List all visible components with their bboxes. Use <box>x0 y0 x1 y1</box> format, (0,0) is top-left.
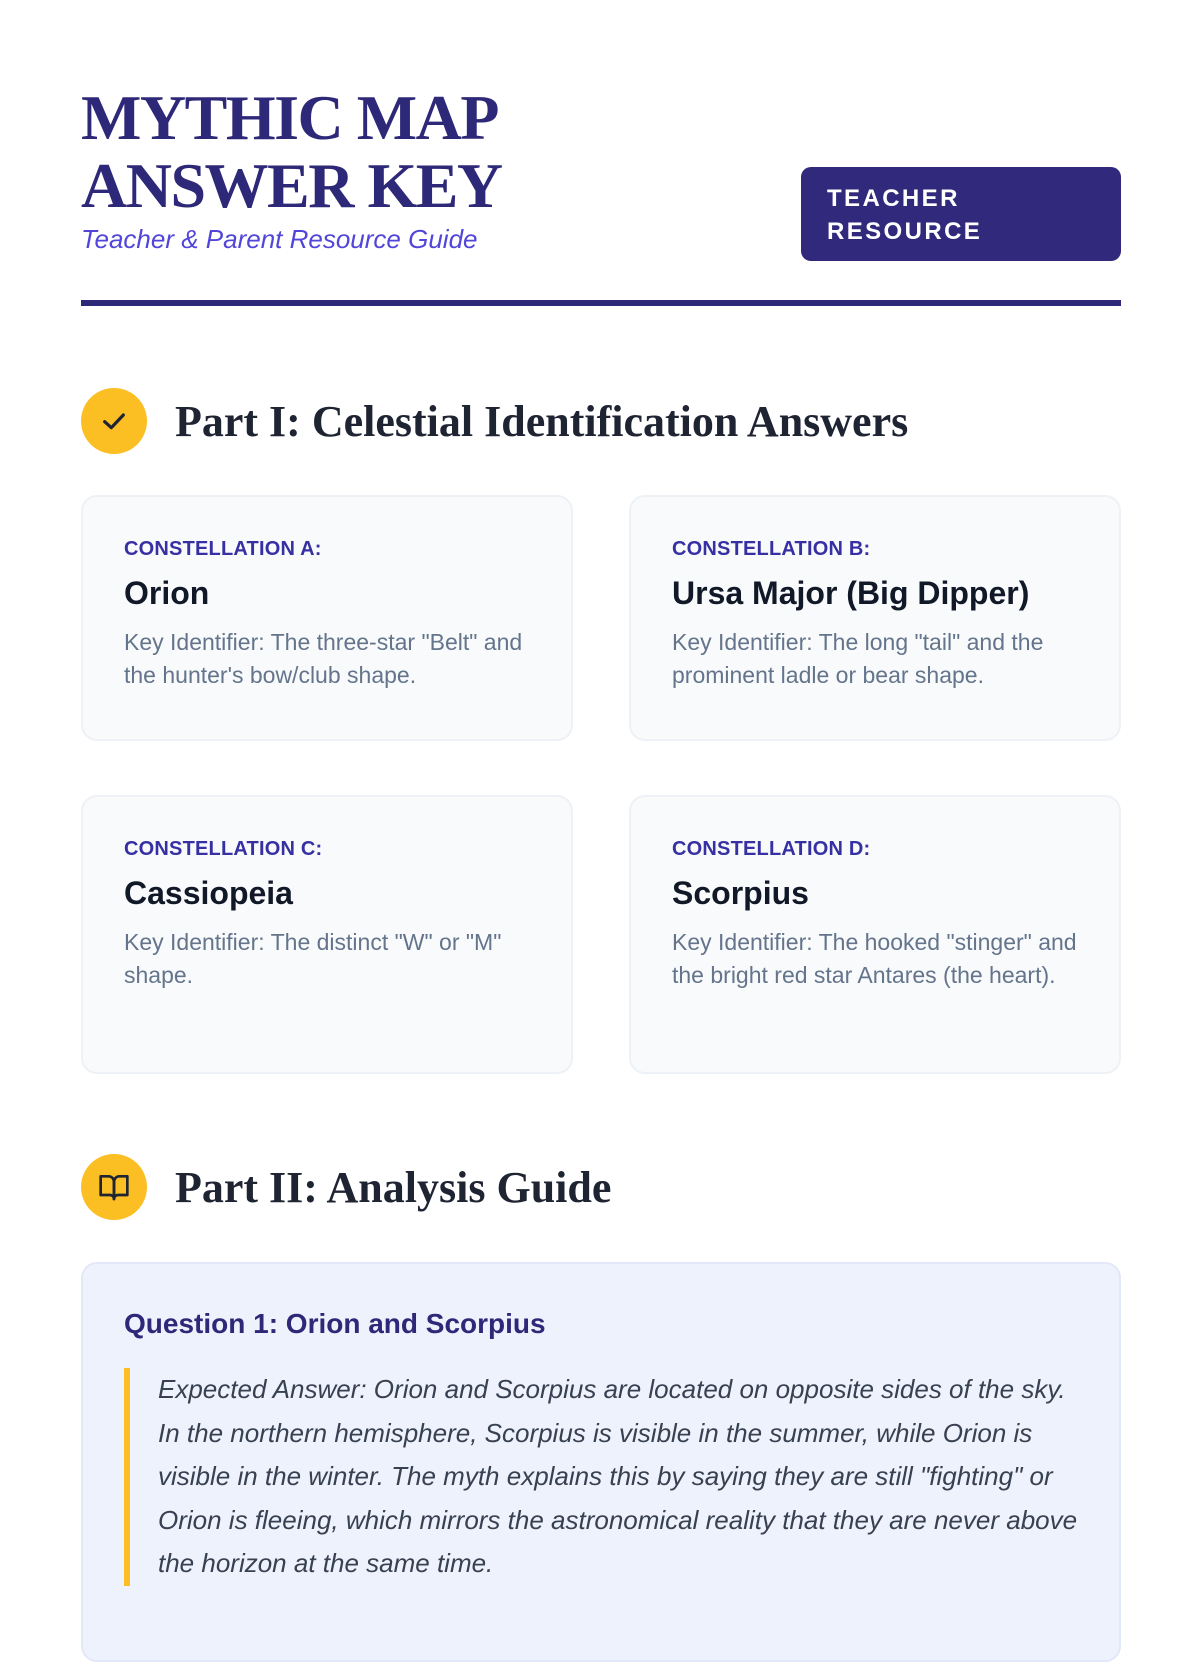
constellation-name: Scorpius <box>672 875 809 911</box>
page-title: MYTHIC MAP ANSWER KEY <box>81 82 502 221</box>
book-open-icon <box>81 1154 147 1220</box>
constellation-label: CONSTELLATION C: <box>124 838 323 860</box>
analysis-question-panel <box>81 1262 1121 1662</box>
constellation-label: CONSTELLATION A: <box>124 538 322 560</box>
teacher-resource-badge: TEACHER RESOURCE <box>801 167 1121 261</box>
section-heading-part-2 <box>81 1154 1121 1222</box>
check-icon <box>81 388 147 454</box>
constellation-card-d <box>629 795 1121 1074</box>
section-title-part-1: Part I: Celestial Identification Answers <box>175 397 909 446</box>
constellation-name: Ursa Major (Big Dipper) <box>672 575 1030 611</box>
section-title-part-2: Part II: Analysis Guide <box>175 1163 612 1212</box>
expected-answer: Expected Answer: Orion and Scorpius are located on opposite sides of the sky. In the northern hemisphere, Scorpius is visible in the summer, while Orion is visible in the winter. The myth explains this by saying they are still "fighting" or Orion is fleeing, which mirrors the astronomical reality that they are never above the horizon at the same time. <box>124 1368 1078 1586</box>
constellation-label: CONSTELLATION D: <box>672 838 871 860</box>
key-identifier: Key Identifier: The hooked "stinger" and the bright red star Antares (the heart). <box>672 929 1077 988</box>
constellation-card-b <box>629 495 1121 741</box>
page-subtitle: Teacher & Parent Resource Guide <box>81 224 478 254</box>
constellation-name: Orion <box>124 575 210 611</box>
constellation-card-c <box>81 795 573 1074</box>
key-identifier: Key Identifier: The three-star "Belt" and the hunter's bow/club shape. <box>124 629 523 688</box>
section-heading-part-1 <box>81 388 1121 456</box>
header-divider <box>81 300 1121 306</box>
constellation-name: Cassiopeia <box>124 875 293 911</box>
page-header <box>81 84 1121 306</box>
question-title: Question 1: Orion and Scorpius <box>124 1308 546 1339</box>
constellation-label: CONSTELLATION B: <box>672 538 871 560</box>
key-identifier: Key Identifier: The distinct "W" or "M" shape. <box>124 929 502 988</box>
constellation-card-a <box>81 495 573 741</box>
key-identifier: Key Identifier: The long "tail" and the prominent ladle or bear shape. <box>672 629 1044 688</box>
